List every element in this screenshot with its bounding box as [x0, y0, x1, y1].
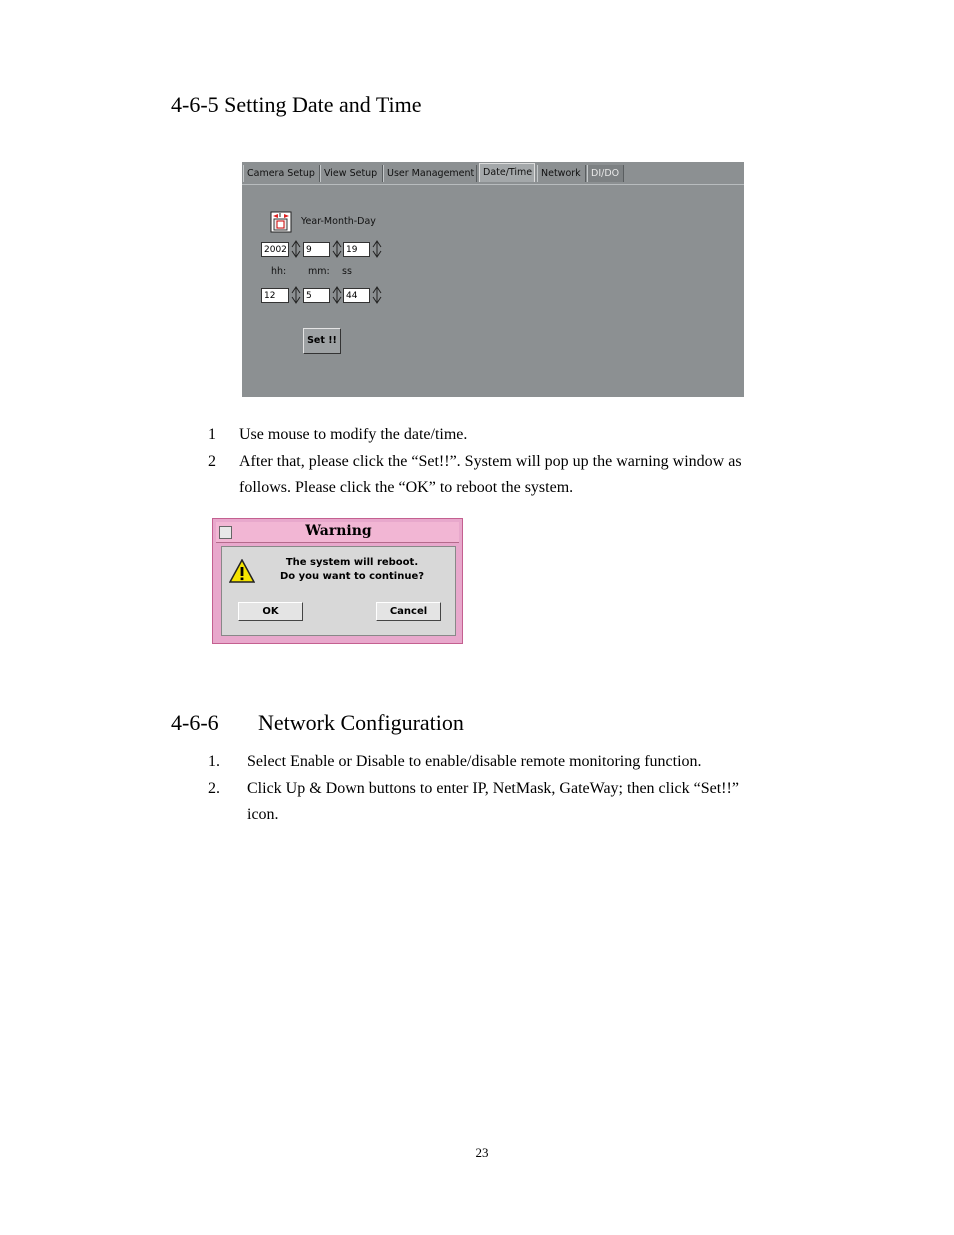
tab-di-do[interactable]: DI/DO: [587, 165, 624, 182]
month-spinner[interactable]: [332, 240, 342, 258]
tab-camera-setup[interactable]: Camera Setup: [243, 165, 320, 182]
day-input[interactable]: 19: [343, 242, 370, 257]
step-text-continued: follows. Please click the “OK” to reboot the system.: [239, 479, 574, 496]
dialog-title: Warning: [305, 523, 372, 539]
set-button[interactable]: Set !!: [303, 328, 341, 354]
step-number: 1.: [208, 753, 220, 770]
page-number: 23: [475, 1145, 489, 1160]
minute-input[interactable]: 5: [303, 288, 330, 303]
dialog-message-line2: Do you want to continue?: [279, 571, 425, 582]
step-number: 2.: [208, 780, 220, 797]
step-number: 2: [208, 453, 216, 470]
step-text: Select Enable or Disable to enable/disable remote monitoring function.: [247, 753, 702, 770]
cancel-button[interactable]: Cancel: [376, 602, 441, 621]
year-spinner[interactable]: [291, 240, 301, 258]
minute-spinner[interactable]: [332, 286, 342, 304]
hour-label: hh:: [271, 266, 287, 277]
calendar-icon: [270, 211, 292, 233]
step-text: After that, please click the “Set!!”. System will pop up the warning window as: [239, 453, 742, 470]
dialog-message-line1: The system will reboot.: [285, 557, 419, 568]
second-input[interactable]: 44: [343, 288, 370, 303]
section-heading-network: Network Configuration: [258, 710, 464, 735]
date-format-label: Year-Month-Day: [301, 216, 376, 227]
warning-dialog: [212, 518, 463, 644]
second-label: ss: [342, 266, 352, 277]
date-time-settings-panel: [242, 162, 744, 397]
tab-network[interactable]: Network: [537, 165, 586, 182]
tab-bar: [242, 162, 744, 185]
section-heading-date-time: 4-6-5 Setting Date and Time: [171, 92, 422, 117]
step-text: Use mouse to modify the date/time.: [239, 426, 468, 443]
month-input[interactable]: 9: [303, 242, 330, 257]
warning-triangle-icon: [229, 559, 255, 583]
ok-button[interactable]: OK: [238, 602, 303, 621]
year-input[interactable]: 2002: [261, 242, 289, 257]
step-text-continued: icon.: [247, 806, 279, 823]
section-heading-number: 4-6-6: [171, 710, 219, 735]
step-number: 1: [208, 426, 216, 443]
step-text: Click Up & Down buttons to enter IP, NetMask, GateWay; then click “Set!!”: [247, 780, 739, 797]
tab-date-time[interactable]: Date/Time: [479, 163, 535, 182]
tab-user-management[interactable]: User Management: [383, 165, 477, 182]
dialog-body: [221, 546, 456, 636]
second-spinner[interactable]: [372, 286, 382, 304]
hour-input[interactable]: 12: [261, 288, 289, 303]
hour-spinner[interactable]: [291, 286, 301, 304]
day-spinner[interactable]: [372, 240, 382, 258]
tab-view-setup[interactable]: View Setup: [320, 165, 383, 182]
minute-label: mm:: [308, 266, 330, 277]
